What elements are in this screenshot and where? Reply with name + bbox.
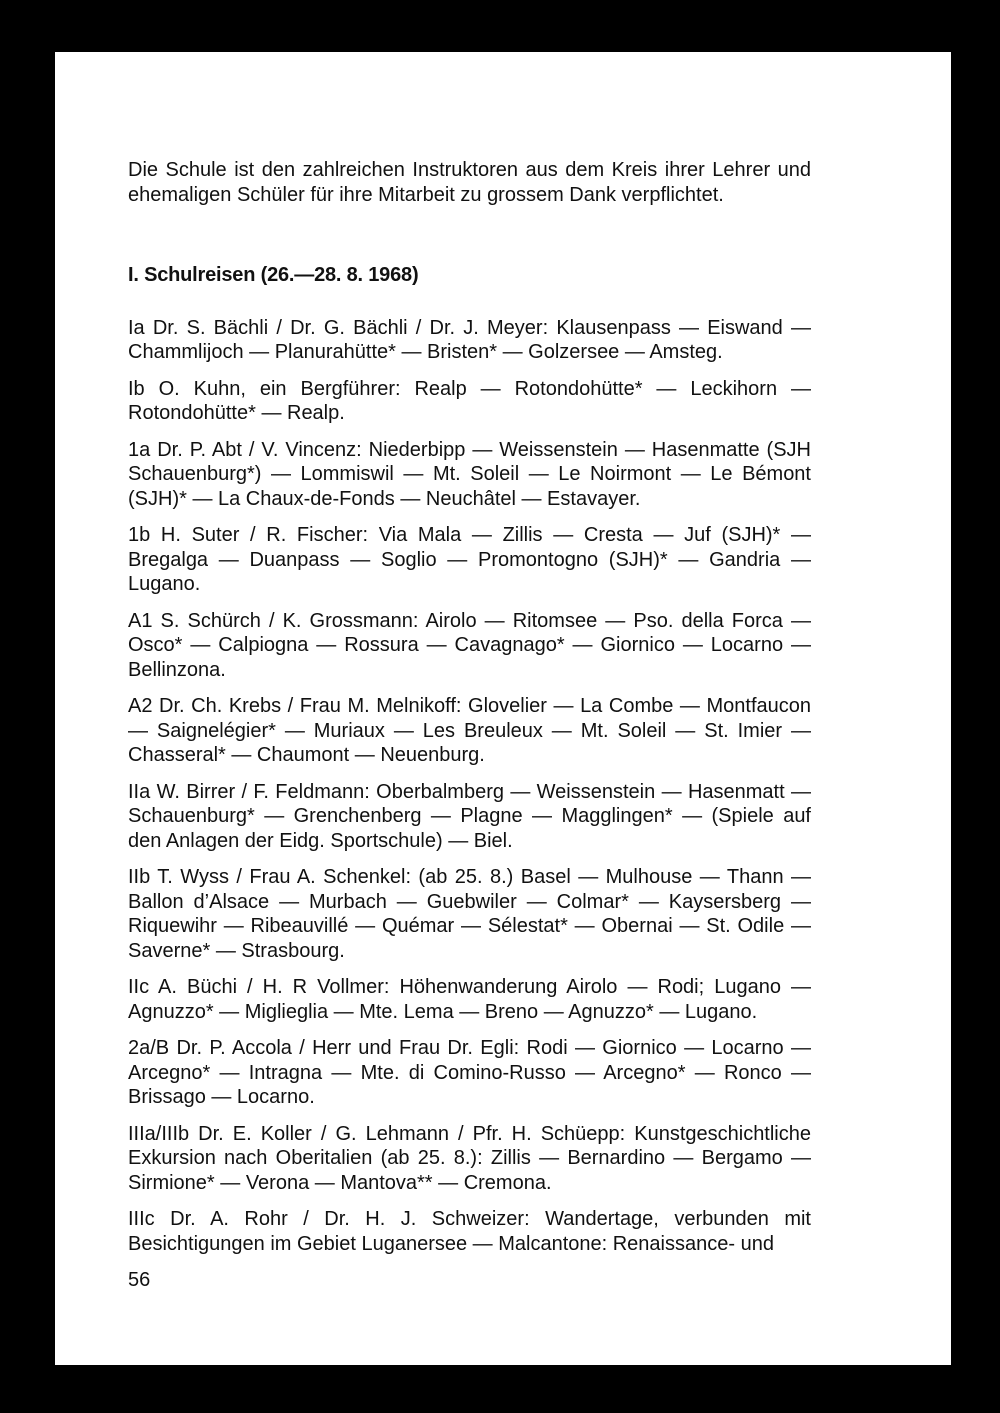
entry-a1: A1 S. Schürch / K. Grossmann: Airolo — Ritomsee — Pso. della Forca — Osco* — Calpiogna — Rossura — Cavagnago* — Giornico — Locarno — Bellinzona.	[128, 609, 811, 681]
entry-iic: IIc A. Büchi / H. R Vollmer: Höhenwanderung Airolo — Rodi; Lugano — Agnuzzo* — Miglieglia — Mte. Lema — Breno — Agnuzzo* — Lugano.	[128, 976, 811, 1023]
page-number: 56	[128, 1269, 151, 1291]
entry-iib: IIb T. Wyss / Frau A. Schenkel: (ab 25. 8.) Basel — Mulhouse — Thann — Ballon d’Alsace — Murbach — Guebwiler — Colmar* — Kaysersberg — Riquewihr — Ribeauvillé — Quémar — Sélestat* — Obernai — St. Odile — Saverne* — Strasbourg.	[128, 866, 811, 962]
entry-iia: IIa W. Birrer / F. Feldmann: Oberbalmberg — Weissenstein — Hasenmatt — Schauenburg* — Grenchenberg — Plagne — Magglingen* — (Spiele auf den Anlagen der Eidg. Sportschule) — Biel.	[128, 780, 811, 852]
entry-a2: A2 Dr. Ch. Krebs / Frau M. Melnikoff: Glovelier — La Combe — Montfaucon — Saignelégier* — Muriaux — Les Breuleux — Mt. Soleil — St. Imier — Chasseral* — Chaumont — Neuenburg.	[128, 695, 811, 766]
entry-1b: 1b H. Suter / R. Fischer: Via Mala — Zillis — Cresta — Juf (SJH)* — Bregalga — Duanpass — Soglio — Promontogno (SJH)* — Gandria — Lugano.	[128, 524, 811, 595]
document-page	[55, 52, 951, 1365]
section-heading: I. Schulreisen (26.—28. 8. 1968)	[128, 264, 419, 286]
entry-iiia-iiib: IIIa/IIIb Dr. E. Koller / G. Lehmann / Pfr. H. Schüepp: Kunstgeschichtliche Exkursion nach Oberitalien (ab 25. 8.): Zillis — Bernardino — Bergamo — Sirmione* — Verona — Mantova** — Cremona.	[128, 1122, 811, 1194]
entry-2a-b: 2a/B Dr. P. Accola / Herr und Frau Dr. Egli: Rodi — Giornico — Locarno — Arcegno* — Intragna — Mte. di Comino-Russo — Arcegno* — Ronco — Brissago — Locarno.	[128, 1037, 811, 1108]
intro-paragraph: Die Schule ist den zahlreichen Instruktoren aus dem Kreis ihrer Lehrer und ehemaligen Schüler für ihre Mitarbeit zu grossem Dank verpflichtet.	[128, 159, 811, 206]
entry-1a: 1a Dr. P. Abt / V. Vincenz: Niederbipp — Weissenstein — Hasenmatte (SJH Schauenburg*) — Lommiswil — Mt. Soleil — Le Noirmont — Le Bémont (SJH)* — La Chaux-de-Fonds — Neuchâtel — Estavayer.	[128, 438, 811, 510]
page-content	[128, 158, 811, 1268]
entry-iiic: IIIc Dr. A. Rohr / Dr. H. J. Schweizer: Wandertage, verbunden mit Besichtigungen im Gebiet Luganersee — Malcantone: Renaissance- und	[128, 1208, 811, 1255]
entry-ib: Ib O. Kuhn, ein Bergführer: Realp — Rotondohütte* — Leckihorn — Rotondohütte* — Realp.	[128, 377, 811, 424]
entry-ia: Ia Dr. S. Bächli / Dr. G. Bächli / Dr. J. Meyer: Klausenpass — Eiswand — Chammlijoch — Planurahütte* — Bristen* — Golzersee — Amsteg.	[128, 316, 811, 363]
